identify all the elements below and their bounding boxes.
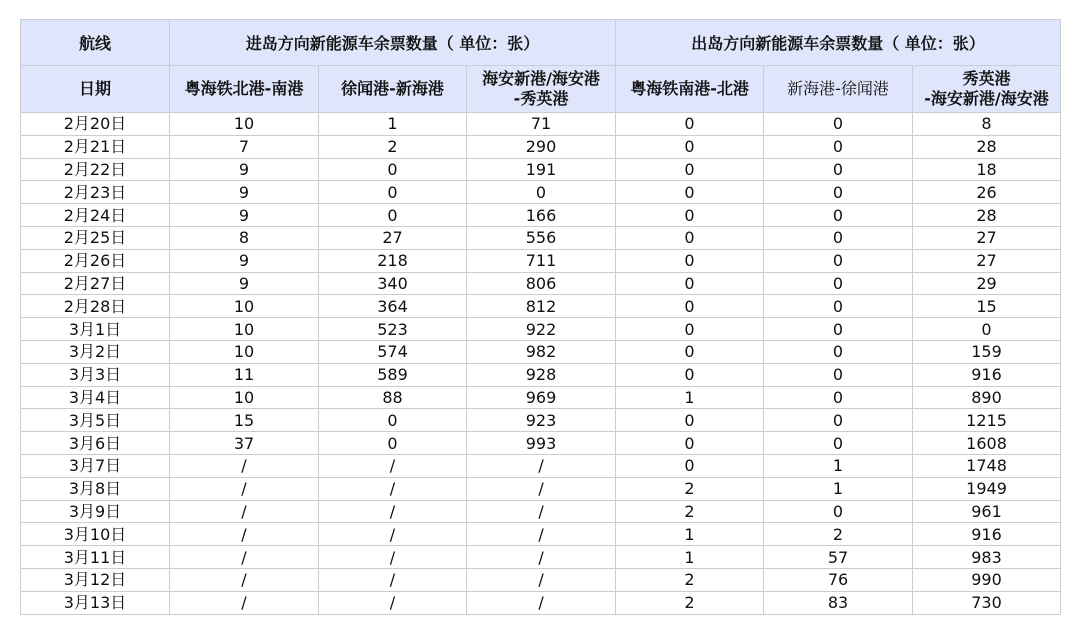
ticket-count-cell: 27 (319, 226, 467, 249)
date-cell: 3月2日 (21, 340, 170, 363)
table-row (21, 340, 1061, 363)
ticket-count-cell: 556 (467, 226, 616, 249)
ticket-count-cell: 0 (616, 363, 764, 386)
table-row (21, 386, 1061, 409)
ticket-count-cell: 10 (170, 113, 319, 136)
ticket-count-cell: 2 (764, 523, 913, 546)
table-row (21, 591, 1061, 614)
table-row (21, 432, 1061, 455)
date-cell: 3月10日 (21, 523, 170, 546)
ticket-count-cell: 37 (170, 432, 319, 455)
ticket-count-cell: / (319, 454, 467, 477)
ticket-count-cell: 11 (170, 363, 319, 386)
date-cell: 3月12日 (21, 568, 170, 591)
ticket-count-cell: 1 (319, 113, 467, 136)
ticket-count-cell: 1 (764, 477, 913, 500)
ticket-count-cell: 0 (764, 181, 913, 204)
table-row (21, 568, 1061, 591)
date-cell: 3月5日 (21, 409, 170, 432)
table-row (21, 546, 1061, 569)
column-header: 秀英港 -海安新港/海安港 (913, 66, 1061, 113)
ticket-count-cell: 10 (170, 340, 319, 363)
ticket-count-cell: 993 (467, 432, 616, 455)
header-row-columns (21, 66, 1061, 113)
ticket-count-cell: 589 (319, 363, 467, 386)
ticket-count-cell: 928 (467, 363, 616, 386)
ticket-count-cell: 890 (913, 386, 1061, 409)
ticket-count-cell: 10 (170, 386, 319, 409)
ticket-count-cell: 9 (170, 249, 319, 272)
ticket-count-cell: 0 (616, 113, 764, 136)
ticket-count-cell: 1 (616, 523, 764, 546)
date-cell: 2月25日 (21, 226, 170, 249)
table-row (21, 204, 1061, 227)
ticket-count-cell: 2 (319, 135, 467, 158)
ticket-count-cell: 0 (616, 318, 764, 341)
ticket-count-cell: / (467, 477, 616, 500)
ticket-count-cell: 1949 (913, 477, 1061, 500)
ticket-count-cell: / (467, 546, 616, 569)
ticket-count-cell: 0 (319, 409, 467, 432)
ticket-count-cell: / (467, 523, 616, 546)
ticket-count-cell: 1 (616, 546, 764, 569)
ticket-count-cell: / (319, 477, 467, 500)
ticket-count-cell: 1748 (913, 454, 1061, 477)
ticket-count-cell: 7 (170, 135, 319, 158)
ticket-count-cell: 0 (764, 113, 913, 136)
ticket-count-cell: 218 (319, 249, 467, 272)
ticket-count-cell: 0 (616, 158, 764, 181)
table-body (21, 113, 1061, 615)
ticket-count-cell: 0 (616, 454, 764, 477)
ticket-count-cell: 0 (764, 135, 913, 158)
ticket-count-cell: 340 (319, 272, 467, 295)
ticket-count-cell: 57 (764, 546, 913, 569)
ticket-count-cell: / (319, 546, 467, 569)
ticket-count-cell: 0 (616, 409, 764, 432)
table-row (21, 523, 1061, 546)
table-row (21, 249, 1061, 272)
ticket-count-cell: 8 (170, 226, 319, 249)
column-header: 徐闻港-新海港 (319, 66, 467, 113)
date-cell: 3月6日 (21, 432, 170, 455)
date-cell: 3月9日 (21, 500, 170, 523)
table-row (21, 363, 1061, 386)
table-row (21, 226, 1061, 249)
ticket-count-cell: / (467, 591, 616, 614)
column-header: 海安新港/海安港 -秀英港 (467, 66, 616, 113)
ticket-count-cell: 1 (616, 386, 764, 409)
ticket-count-cell: / (170, 591, 319, 614)
table-row (21, 158, 1061, 181)
ticket-count-cell: 0 (764, 340, 913, 363)
table-row (21, 113, 1061, 136)
ticket-count-cell: 88 (319, 386, 467, 409)
date-cell: 2月23日 (21, 181, 170, 204)
outbound-group-header: 出岛方向新能源车余票数量（ 单位：张） (616, 20, 1061, 66)
table-row (21, 318, 1061, 341)
ticket-count-cell: 0 (616, 204, 764, 227)
ticket-count-cell: 1 (764, 454, 913, 477)
ticket-count-cell: 9 (170, 158, 319, 181)
ticket-count-cell: 9 (170, 181, 319, 204)
table-row (21, 272, 1061, 295)
ticket-count-cell: 812 (467, 295, 616, 318)
ticket-count-cell: 983 (913, 546, 1061, 569)
ticket-count-cell: 0 (764, 226, 913, 249)
ticket-count-cell: 916 (913, 363, 1061, 386)
ticket-count-cell: / (467, 454, 616, 477)
ticket-count-cell: 0 (616, 295, 764, 318)
ticket-count-cell: / (319, 523, 467, 546)
ticket-count-cell: 0 (319, 158, 467, 181)
ticket-count-cell: 290 (467, 135, 616, 158)
ticket-count-cell: 364 (319, 295, 467, 318)
ticket-count-cell: / (319, 591, 467, 614)
column-header: 粤海铁南港-北港 (616, 66, 764, 113)
date-cell: 3月8日 (21, 477, 170, 500)
ticket-count-cell: 0 (764, 295, 913, 318)
ticket-count-cell: / (467, 568, 616, 591)
ticket-count-cell: 0 (913, 318, 1061, 341)
ticket-count-cell: 0 (764, 500, 913, 523)
ticket-count-cell: 0 (319, 181, 467, 204)
ticket-count-cell: 0 (616, 340, 764, 363)
ticket-count-cell: 0 (764, 272, 913, 295)
ticket-count-cell: 990 (913, 568, 1061, 591)
ticket-count-cell: / (467, 500, 616, 523)
ticket-count-cell: 0 (616, 272, 764, 295)
ticket-count-cell: 0 (616, 249, 764, 272)
date-cell: 2月27日 (21, 272, 170, 295)
ticket-count-cell: 969 (467, 386, 616, 409)
ticket-count-cell: 961 (913, 500, 1061, 523)
date-cell: 2月21日 (21, 135, 170, 158)
ticket-count-cell: 159 (913, 340, 1061, 363)
header-row-groups (21, 20, 1061, 66)
ticket-count-cell: 9 (170, 272, 319, 295)
date-cell: 3月3日 (21, 363, 170, 386)
ticket-count-cell: 26 (913, 181, 1061, 204)
ticket-count-cell: 76 (764, 568, 913, 591)
table-row (21, 409, 1061, 432)
ticket-count-cell: 982 (467, 340, 616, 363)
ticket-count-cell: 923 (467, 409, 616, 432)
ticket-count-cell: 2 (616, 568, 764, 591)
ticket-count-cell: 523 (319, 318, 467, 341)
ticket-count-cell: / (319, 568, 467, 591)
route-label: 航线 (21, 20, 170, 66)
ticket-count-cell: 0 (764, 249, 913, 272)
ticket-count-cell: 28 (913, 135, 1061, 158)
ticket-count-cell: 10 (170, 318, 319, 341)
ticket-count-cell: 0 (467, 181, 616, 204)
ticket-count-cell: / (170, 500, 319, 523)
date-cell: 3月7日 (21, 454, 170, 477)
table-row (21, 500, 1061, 523)
date-cell: 2月28日 (21, 295, 170, 318)
ticket-count-cell: 29 (913, 272, 1061, 295)
ticket-count-cell: 71 (467, 113, 616, 136)
date-cell: 3月1日 (21, 318, 170, 341)
ticket-count-cell: 0 (764, 318, 913, 341)
date-cell: 2月20日 (21, 113, 170, 136)
ticket-count-cell: 83 (764, 591, 913, 614)
ticket-count-cell: 0 (319, 432, 467, 455)
ticket-count-cell: 0 (616, 226, 764, 249)
ticket-count-cell: 922 (467, 318, 616, 341)
ticket-count-cell: 0 (764, 432, 913, 455)
ticket-count-cell: 0 (616, 181, 764, 204)
column-header: 新海港-徐闻港 (764, 66, 913, 113)
ticket-count-cell: 0 (764, 158, 913, 181)
ticket-count-cell: 0 (319, 204, 467, 227)
ticket-count-cell: 730 (913, 591, 1061, 614)
ticket-count-cell: 15 (913, 295, 1061, 318)
ticket-count-cell: 1215 (913, 409, 1061, 432)
date-cell: 3月4日 (21, 386, 170, 409)
table-row (21, 477, 1061, 500)
ticket-count-cell: 2 (616, 477, 764, 500)
table-row (21, 454, 1061, 477)
ticket-count-cell: 8 (913, 113, 1061, 136)
ticket-count-cell: 0 (616, 135, 764, 158)
ticket-count-cell: 27 (913, 226, 1061, 249)
ticket-count-cell: 166 (467, 204, 616, 227)
ticket-count-cell: 191 (467, 158, 616, 181)
ticket-count-cell: / (319, 500, 467, 523)
date-cell: 2月26日 (21, 249, 170, 272)
ticket-count-cell: 0 (764, 204, 913, 227)
ticket-count-cell: / (170, 477, 319, 500)
ticket-count-cell: 28 (913, 204, 1061, 227)
ticket-count-cell: 2 (616, 591, 764, 614)
ticket-count-cell: 27 (913, 249, 1061, 272)
ticket-table (20, 19, 1061, 615)
column-header: 粤海铁北港-南港 (170, 66, 319, 113)
ticket-count-cell: / (170, 523, 319, 546)
table-row (21, 181, 1061, 204)
date-cell: 2月24日 (21, 204, 170, 227)
ticket-count-cell: 711 (467, 249, 616, 272)
ticket-count-cell: 0 (764, 386, 913, 409)
ticket-count-cell: / (170, 546, 319, 569)
ticket-count-cell: 18 (913, 158, 1061, 181)
table-row (21, 135, 1061, 158)
ticket-count-cell: 916 (913, 523, 1061, 546)
inbound-group-header: 进岛方向新能源车余票数量（ 单位：张） (170, 20, 616, 66)
ticket-count-cell: 806 (467, 272, 616, 295)
ticket-count-cell: 574 (319, 340, 467, 363)
date-cell: 3月11日 (21, 546, 170, 569)
ticket-count-cell: 2 (616, 500, 764, 523)
ticket-count-cell: 0 (764, 363, 913, 386)
date-cell: 3月13日 (21, 591, 170, 614)
ticket-count-cell: 0 (616, 432, 764, 455)
table-row (21, 295, 1061, 318)
ticket-count-cell: 0 (764, 409, 913, 432)
ticket-count-cell: 9 (170, 204, 319, 227)
ticket-count-cell: 1608 (913, 432, 1061, 455)
date-label: 日期 (21, 66, 170, 113)
ticket-count-cell: 15 (170, 409, 319, 432)
ticket-count-cell: 10 (170, 295, 319, 318)
ticket-count-cell: / (170, 568, 319, 591)
ticket-count-cell: / (170, 454, 319, 477)
date-cell: 2月22日 (21, 158, 170, 181)
